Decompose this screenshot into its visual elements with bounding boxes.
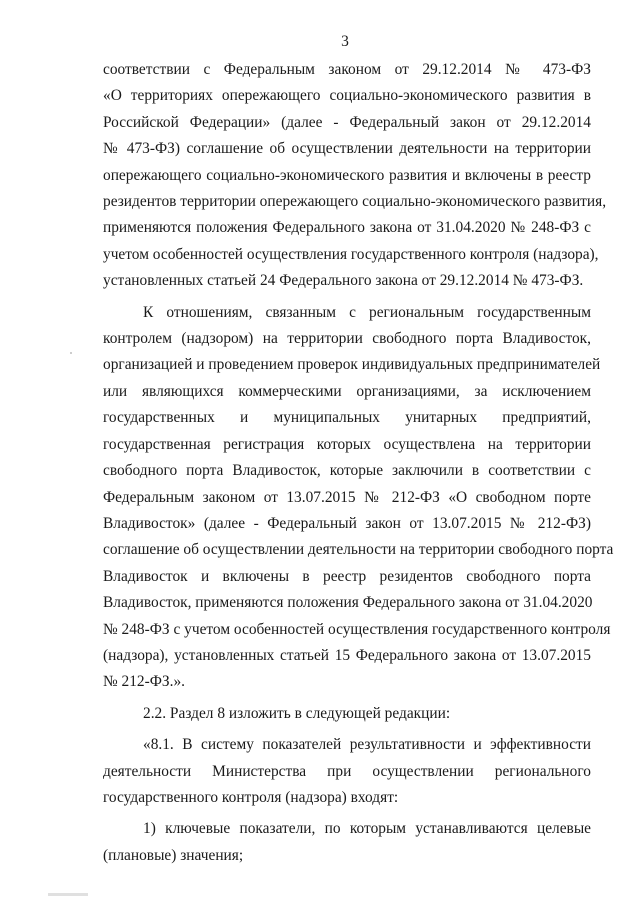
text-line: резидентов территории опережающего социально-экономического развития, [103, 193, 607, 211]
text-line: соответствии с Федеральным законом от 29.12.2014 № 473-ФЗ [103, 61, 591, 78]
scan-edge-mark [48, 893, 88, 896]
text-line: организацией и проведением проверок индивидуальных предпринимателей [103, 356, 601, 374]
text-line: 1) ключевые показатели, по которым устанавливаются целевые [143, 820, 591, 838]
text-line: Российской Федерации» (далее - Федеральный закон от 29.12.2014 [103, 113, 591, 131]
text-line: № 473-ФЗ) соглашение об осуществлении деятельности на территории [103, 140, 591, 158]
scan-speck [70, 352, 72, 354]
text-line: № 212-ФЗ.». [103, 673, 186, 691]
text-line: 2.2. Раздел 8 изложить в следующей редакции: [143, 704, 451, 722]
text-line: деятельности Министерства при осуществлении регионального [103, 762, 591, 780]
paragraph-4 [103, 732, 591, 811]
text-line: Владивосток, применяются положения Федерального закона от 31.04.2020 [103, 594, 593, 612]
text-line: Владивосток» (далее - Федеральный закон от 13.07.2015 № 212-ФЗ) [103, 514, 591, 532]
paragraph-3 [103, 701, 591, 727]
text-line: К отношениям, связанным с региональным государственным [143, 303, 591, 321]
page-number: 3 [341, 33, 349, 50]
text-line: соглашение об осуществлении деятельности на территории свободного порта [103, 541, 614, 559]
text-line: Федеральным законом от 13.07.2015 № 212-ФЗ «О свободном порте [103, 488, 591, 506]
text-line: или являющихся коммерческими организациями, за исключением [103, 382, 591, 400]
text-line: государственного контроля (надзора) входят: [103, 788, 399, 806]
paragraph-5 [103, 816, 591, 869]
text-line: государственная регистрация которых осуществлена на территории [103, 435, 591, 453]
text-line: применяются положения Федерального закона от 31.04.2020 № 248-ФЗ с [103, 219, 591, 237]
text-line: (плановые) значения; [103, 846, 244, 864]
text-line: № 248-ФЗ с учетом особенностей осуществления государственного контроля [103, 620, 611, 638]
text-line: установленных статьей 24 Федерального закона от 29.12.2014 № 473-ФЗ. [103, 272, 584, 290]
text-line: свободного порта Владивосток, которые заключили в соответствии с [103, 462, 591, 480]
text-line: Владивосток и включены в реестр резидентов свободного порта [103, 567, 591, 585]
text-line: опережающего социально-экономического развития и включены в реестр [103, 166, 591, 184]
paragraph-2 [103, 300, 614, 696]
text-line: «О территориях опережающего социально-экономического развития в [103, 87, 591, 105]
text-line: контролем (надзором) на территории свободного порта Владивосток, [103, 330, 591, 348]
document-body [103, 57, 614, 869]
paragraph-1 [103, 57, 607, 295]
text-line: (надзора), установленных статьей 15 Федерального закона от 13.07.2015 [103, 646, 591, 664]
text-line: учетом особенностей осуществления государственного контроля (надзора), [103, 245, 599, 263]
text-line: государственных и муниципальных унитарных предприятий, [103, 409, 591, 427]
text-line: «8.1. В систему показателей результативности и эффективности [143, 736, 591, 754]
